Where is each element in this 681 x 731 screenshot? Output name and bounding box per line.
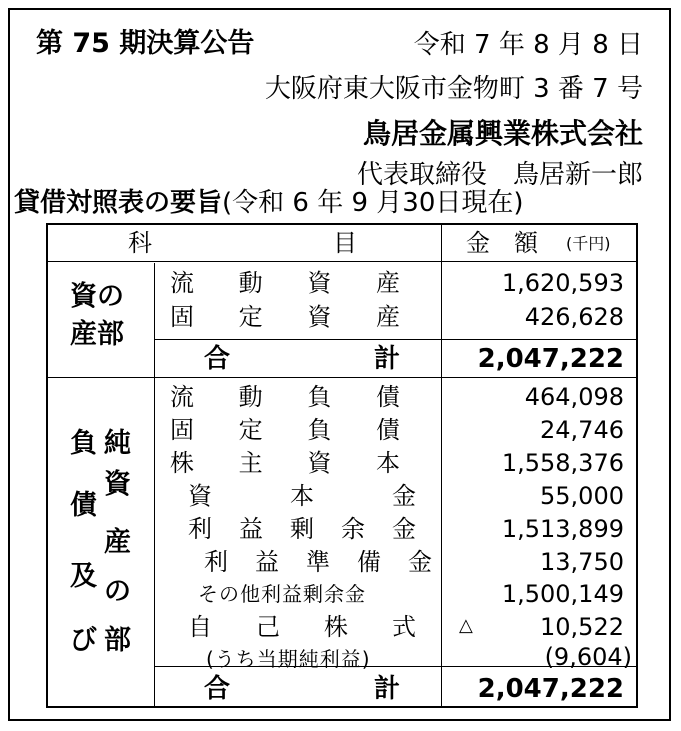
liab-total-amount: 2,047,222 (477, 674, 624, 704)
liab-label-b3: 産 (104, 527, 131, 558)
liab-label-b1: 純 (104, 428, 131, 459)
liab-total-label-1: 合 (204, 674, 231, 704)
row-shareholders-equity-label: 株 主 資 本 (170, 449, 400, 477)
assets-total-label-2: 計 (374, 344, 401, 374)
liab-label-b2: 資 (104, 469, 131, 500)
statement-title-main: 貸借対照表の要旨 (14, 188, 223, 218)
row-current-liab-amount: 464,098 (524, 383, 624, 411)
row-fixed-assets-amount: 426,628 (524, 303, 624, 331)
col-item-1: 科 (128, 229, 152, 257)
row-capital-label: 資 本 金 (188, 482, 416, 510)
col-item-2: 目 (333, 229, 357, 257)
col-unit: (千円) (566, 234, 611, 253)
liab-total-label-2: 計 (374, 674, 401, 704)
representative: 代表取締役 鳥居新一郎 (356, 160, 643, 190)
section-divider (154, 263, 155, 706)
row-treasury-stock-label: 自 己 株 式 (188, 613, 416, 641)
liab-label-a1: 負 (70, 428, 97, 459)
balance-sheet-table (46, 223, 638, 708)
company-address: 大阪府東大阪市金物町 3 番 7 号 (264, 74, 643, 104)
assets-label-1: 資の (70, 281, 124, 312)
row-legal-reserve-label: 利 益 準 備 金 (204, 548, 432, 576)
assets-total-amount: 2,047,222 (477, 344, 624, 374)
liab-label-b5: 部 (104, 625, 131, 656)
statement-title (14, 190, 524, 216)
assets-label-2: 産部 (70, 319, 124, 350)
row-current-liab-label: 流 動 負 債 (170, 383, 400, 411)
row-capital-amount: 55,000 (540, 482, 624, 510)
statement-date: (令和 6 年 9 月30日現在) (222, 188, 524, 218)
col-amount: 金 額 (466, 229, 538, 257)
row-other-retained-amount: 1,500,149 (501, 580, 624, 608)
row-fixed-liab-amount: 24,746 (540, 416, 624, 444)
row-retained-earnings-label: 利 益 剰 余 金 (188, 515, 416, 543)
negative-sign-icon: △ (459, 615, 473, 636)
row-treasury-stock-amount: 10,522 (540, 613, 624, 641)
row-net-income-amount: (9,604) (544, 643, 632, 671)
liab-label-b4: の (104, 576, 131, 607)
row-shareholders-equity-amount: 1,558,376 (501, 449, 624, 477)
liab-label-a2: 債 (70, 490, 97, 521)
row-fixed-assets-label: 固 定 資 産 (170, 303, 400, 331)
notice-date: 令和 7 年 8 月 8 日 (413, 30, 643, 60)
row-net-income-label: (うち当期純利益) (206, 647, 371, 671)
row-fixed-liab-label: 固 定 負 債 (170, 416, 400, 444)
assets-section-line (48, 377, 636, 378)
liab-label-a3: 及 (70, 561, 97, 592)
period-title: 第 75 期決算公告 (36, 28, 255, 59)
assets-subtotal-line (154, 339, 636, 340)
amount-divider (441, 225, 442, 706)
notice-frame (8, 8, 671, 721)
row-current-assets-label: 流 動 資 産 (170, 269, 400, 297)
company-name: 鳥居金属興業株式会社 (362, 117, 643, 150)
row-retained-earnings-amount: 1,513,899 (501, 515, 624, 543)
row-other-retained-label: その他利益剰余金 (198, 582, 366, 606)
row-current-assets-amount: 1,620,593 (501, 269, 624, 297)
liab-label-a4: び (70, 625, 97, 656)
assets-total-label-1: 合 (204, 344, 231, 374)
row-legal-reserve-amount: 13,750 (540, 548, 624, 576)
header-divider (48, 261, 636, 262)
